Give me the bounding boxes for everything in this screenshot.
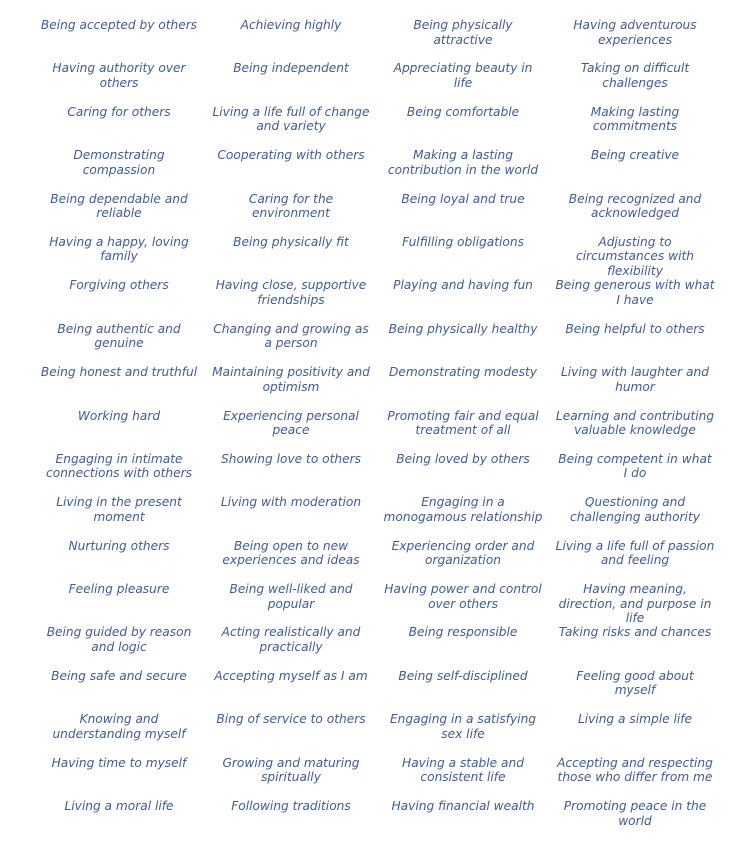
value-item: Having power and control over others — [384, 582, 542, 611]
value-item: Adjusting to circumstances with flexibility — [576, 234, 694, 278]
value-item: Being physically attractive — [413, 18, 513, 47]
value-item: Being dependable and reliable — [50, 191, 188, 221]
value-item: Making lasting commitments — [590, 104, 680, 134]
value-item: Taking on difficult challenges — [580, 61, 690, 90]
value-item: Living in the present moment — [56, 495, 182, 524]
values-grid — [33, 18, 736, 842]
value-item: Caring for others — [67, 104, 171, 119]
value-item: Being self-disciplined — [398, 668, 528, 683]
value-item: Playing and having fun — [393, 278, 533, 293]
value-item: Being loyal and true — [401, 191, 525, 206]
value-item: Feeling good about myself — [576, 668, 694, 698]
value-item: Being competent in what I do — [558, 451, 712, 481]
value-item: Having authority over others — [52, 61, 186, 90]
value-item: Being safe and secure — [51, 668, 187, 683]
value-item: Promoting fair and equal treatment of all — [387, 408, 539, 438]
value-item: Living with moderation — [220, 495, 362, 510]
value-item: Following traditions — [231, 799, 351, 814]
value-item: Achieving highly — [240, 18, 342, 32]
value-item: Engaging in a satisfying sex life — [389, 712, 537, 741]
value-item: Making a lasting contribution in the world — [387, 148, 539, 177]
value-item: Knowing and understanding myself — [52, 712, 186, 741]
value-item: Fulfilling obligations — [402, 234, 524, 249]
value-item: Having a happy, loving family — [49, 234, 189, 264]
value-item: Experiencing order and organization — [391, 538, 535, 568]
value-item: Being creative — [590, 148, 680, 163]
value-item: Nurturing others — [68, 538, 170, 553]
value-item: Having close, supportive friendships — [215, 278, 367, 307]
value-item: Questioning and challenging authority — [570, 495, 700, 524]
value-item: Having adventurous experiences — [573, 18, 697, 47]
value-item: Being physically healthy — [388, 321, 538, 336]
value-item: Being independent — [233, 61, 349, 76]
value-item: Living a simple life — [577, 712, 693, 727]
value-item: Being guided by reason and logic — [46, 625, 192, 654]
value-item: Taking risks and chances — [558, 625, 712, 640]
value-item: Being comfortable — [406, 104, 520, 119]
value-item: Having financial wealth — [391, 799, 535, 814]
value-item: Engaging in intimate connections with others — [46, 451, 192, 481]
value-item: Living with laughter and humor — [561, 365, 709, 394]
value-item: Experiencing personal peace — [223, 408, 359, 438]
value-item: Forgiving others — [69, 278, 169, 293]
value-item: Working hard — [77, 408, 161, 423]
value-item: Being helpful to others — [565, 321, 705, 336]
value-item: Feeling pleasure — [68, 582, 170, 597]
value-item: Showing love to others — [221, 451, 361, 466]
value-item: Maintaining positivity and optimism — [212, 365, 370, 394]
value-item: Being accepted by others — [40, 18, 198, 32]
value-item: Living a moral life — [64, 799, 174, 814]
value-item: Being authentic and genuine — [57, 321, 181, 351]
value-item: Acting realistically and practically — [221, 625, 361, 654]
value-item: Accepting myself as I am — [214, 668, 368, 683]
value-item: Living a life full of change and variety — [212, 104, 370, 134]
value-item: Being loved by others — [396, 451, 530, 466]
value-item: Having time to myself — [51, 755, 187, 770]
value-item: Being open to new experiences and ideas — [222, 538, 360, 568]
value-item: Living a life full of passion and feeling — [555, 538, 715, 568]
value-item: Bing of service to others — [216, 712, 366, 727]
value-item: Demonstrating modesty — [389, 365, 537, 380]
value-item: Changing and growing as a person — [213, 321, 369, 351]
value-item: Engaging in a monogamous relationship — [383, 495, 543, 524]
value-item: Appreciating beauty in life — [393, 61, 533, 90]
value-item: Being responsible — [408, 625, 518, 640]
value-item: Being physically fit — [233, 234, 349, 249]
value-item: Caring for the environment — [248, 191, 334, 221]
value-item: Accepting and respecting those who differ from me — [557, 755, 713, 785]
value-item: Being generous with what I have — [555, 278, 715, 307]
value-item: Being well-liked and popular — [229, 582, 353, 611]
value-item: Growing and maturing spiritually — [222, 755, 360, 785]
value-item: Cooperating with others — [217, 148, 365, 163]
value-item: Having a stable and consistent life — [402, 755, 524, 785]
value-item: Demonstrating compassion — [73, 148, 165, 177]
value-item: Being recognized and acknowledged — [568, 191, 702, 221]
value-item: Having meaning, direction, and purpose in life — [558, 582, 712, 626]
value-item: Learning and contributing valuable knowledge — [555, 408, 715, 438]
value-item: Promoting peace in the world — [563, 799, 707, 828]
value-item: Being honest and truthful — [40, 365, 198, 380]
